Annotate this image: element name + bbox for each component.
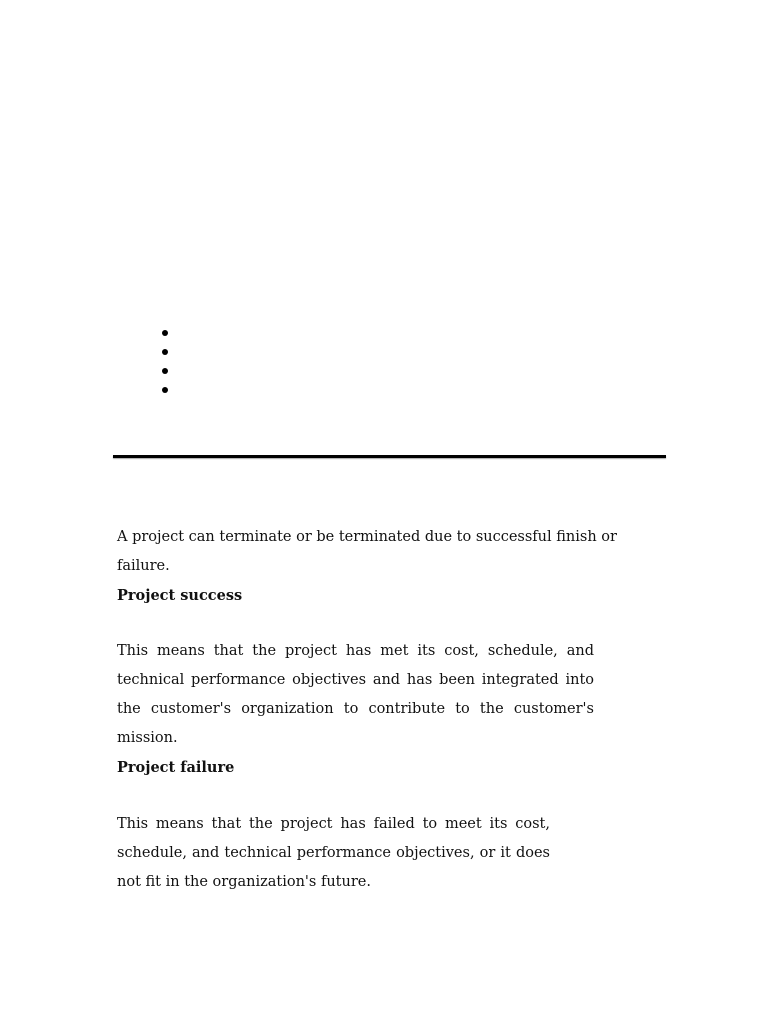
project-failure-heading: Project failure <box>117 759 235 776</box>
bullet-item <box>160 343 170 362</box>
bullet-list <box>160 324 170 400</box>
horizontal-divider <box>113 455 666 458</box>
project-success-paragraph: This means that the project has met its cost, schedule, and technical performance objectives and has been integrated into the customer's organization to contribute to the customer's mission. <box>117 643 594 746</box>
project-failure-paragraph: This means that the project has failed to meet its cost, schedule, and technical performance objectives, or it does not fit in the organization's future. <box>117 816 550 890</box>
bullet-item <box>160 381 170 400</box>
project-success-heading: Project success <box>117 587 243 604</box>
bullet-item <box>160 362 170 381</box>
intro-paragraph: A project can terminate or be terminated due to successful finish or failure. <box>117 529 617 574</box>
bullet-item <box>160 324 170 343</box>
